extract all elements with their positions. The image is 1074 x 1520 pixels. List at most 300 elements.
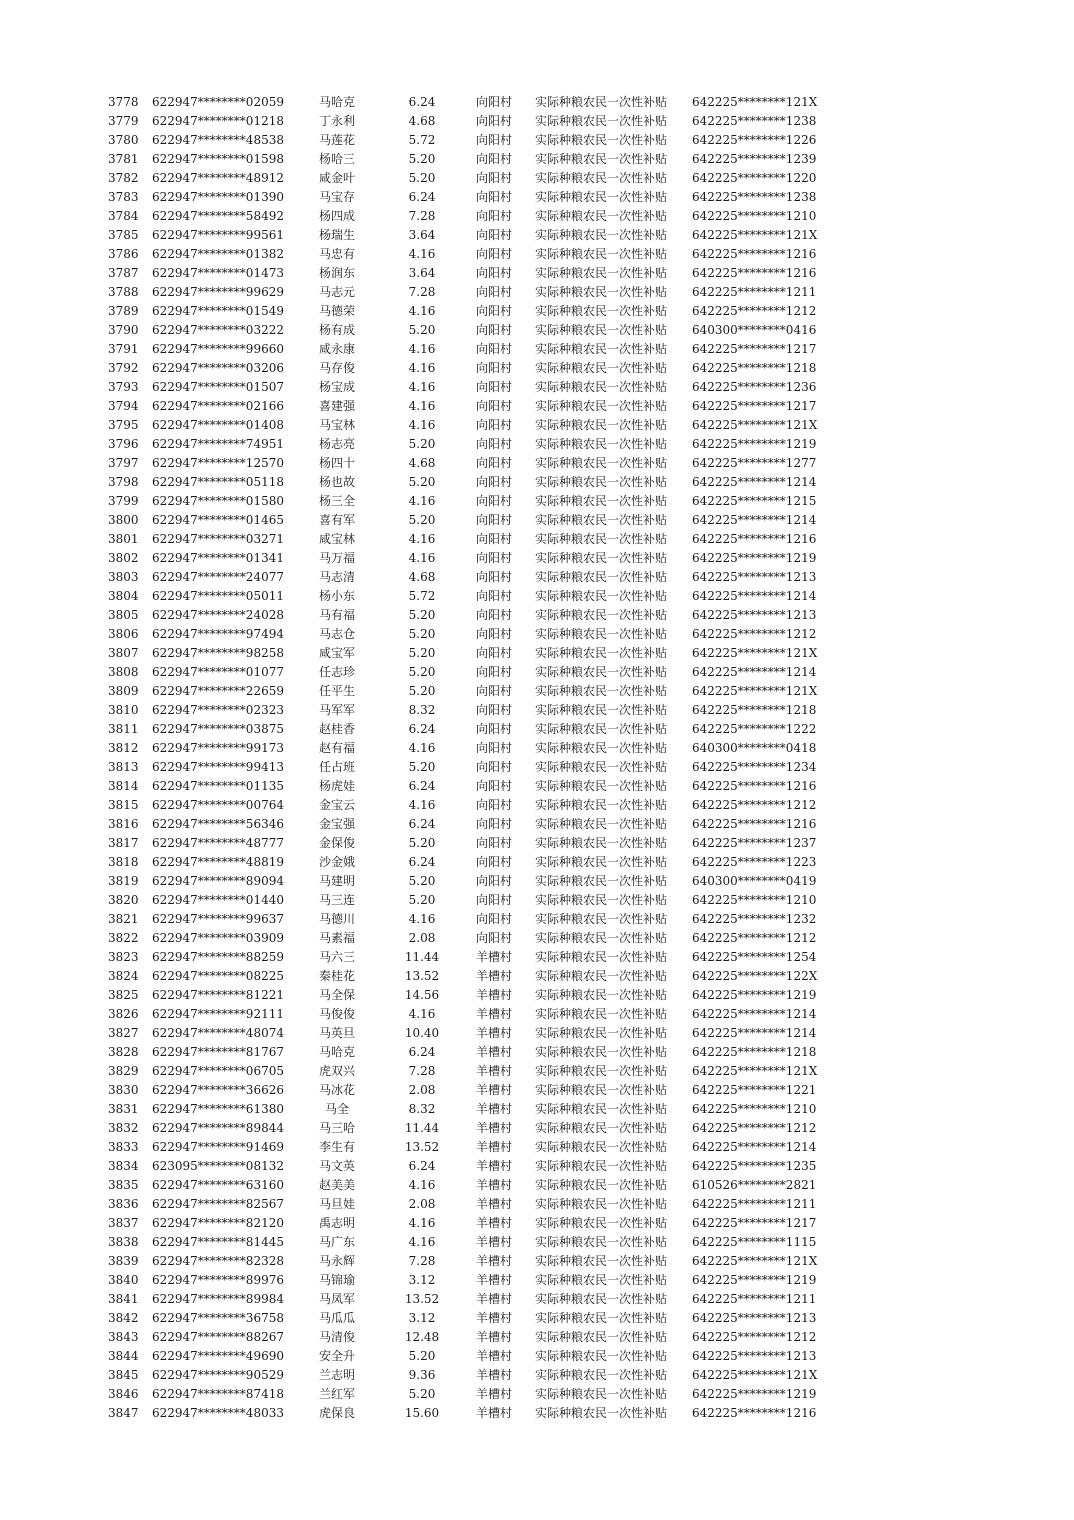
village-cell: 向阳村 [476, 437, 513, 451]
name-cell: 金宝云 [318, 798, 355, 812]
table-row [0, 682, 1074, 701]
row-number-cell: 3800 [108, 513, 139, 527]
name-cell: 马全 [324, 1102, 349, 1116]
subsidy-type-cell: 实际种粮农民一次性补贴 [535, 627, 668, 641]
amount-cell: 6.24 [408, 817, 436, 831]
subsidy-type-cell: 实际种粮农民一次性补贴 [535, 266, 668, 280]
subsidy-type-cell: 实际种粮农民一次性补贴 [535, 760, 668, 774]
account-number-cell: 622947********48538 [152, 133, 284, 147]
name-cell: 杨哈三 [318, 152, 355, 166]
account-number-cell: 622947********01390 [152, 190, 284, 204]
name-cell: 咸永康 [318, 342, 355, 356]
name-cell: 杨瑞生 [318, 228, 355, 242]
village-cell: 向阳村 [476, 874, 513, 888]
id-number-cell: 642225********1210 [692, 209, 817, 223]
subsidy-type-cell: 实际种粮农民一次性补贴 [535, 988, 668, 1002]
id-number-cell: 642225********1222 [692, 722, 817, 736]
account-number-cell: 622947********97494 [152, 627, 284, 641]
subsidy-type-cell: 实际种粮农民一次性补贴 [535, 1235, 668, 1249]
subsidy-type-cell: 实际种粮农民一次性补贴 [535, 171, 668, 185]
subsidy-type-cell: 实际种粮农民一次性补贴 [535, 380, 668, 394]
row-number-cell: 3799 [108, 494, 139, 508]
village-cell: 向阳村 [476, 646, 513, 660]
table-row [0, 93, 1074, 112]
account-number-cell: 622947********24028 [152, 608, 284, 622]
subsidy-type-cell: 实际种粮农民一次性补贴 [535, 1026, 668, 1040]
row-number-cell: 3844 [108, 1349, 139, 1363]
village-cell: 向阳村 [476, 589, 513, 603]
table-row [0, 625, 1074, 644]
table-row [0, 758, 1074, 777]
id-number-cell: 642225********1211 [692, 285, 817, 299]
row-number-cell: 3827 [108, 1026, 139, 1040]
table-row [0, 1195, 1074, 1214]
name-cell: 马六三 [318, 950, 355, 964]
table-row [0, 340, 1074, 359]
row-number-cell: 3813 [108, 760, 139, 774]
name-cell: 马三哈 [318, 1121, 355, 1135]
village-cell: 向阳村 [476, 703, 513, 717]
subsidy-type-cell: 实际种粮农民一次性补贴 [535, 1311, 668, 1325]
id-number-cell: 642225********1218 [692, 1045, 817, 1059]
row-number-cell: 3783 [108, 190, 139, 204]
account-number-cell: 622947********89094 [152, 874, 284, 888]
table-row [0, 1290, 1074, 1309]
name-cell: 马旦娃 [318, 1197, 355, 1211]
village-cell: 羊槽村 [476, 1273, 513, 1287]
amount-cell: 4.16 [408, 1178, 436, 1192]
amount-cell: 6.24 [408, 779, 436, 793]
table-row [0, 112, 1074, 131]
row-number-cell: 3786 [108, 247, 139, 261]
amount-cell: 5.20 [408, 627, 436, 641]
amount-cell: 13.52 [404, 969, 440, 983]
row-number-cell: 3839 [108, 1254, 139, 1268]
account-number-cell: 622947********81221 [152, 988, 284, 1002]
name-cell: 杨也故 [318, 475, 355, 489]
id-number-cell: 642225********1215 [692, 494, 817, 508]
table-row [0, 777, 1074, 796]
amount-cell: 3.64 [408, 228, 436, 242]
village-cell: 羊槽村 [476, 1083, 513, 1097]
village-cell: 羊槽村 [476, 1292, 513, 1306]
village-cell: 羊槽村 [476, 1368, 513, 1382]
table-row [0, 454, 1074, 473]
table-row [0, 720, 1074, 739]
amount-cell: 7.28 [408, 209, 436, 223]
village-cell: 向阳村 [476, 95, 513, 109]
row-number-cell: 3780 [108, 133, 139, 147]
subsidy-type-cell: 实际种粮农民一次性补贴 [535, 1254, 668, 1268]
name-cell: 马清俊 [318, 1330, 355, 1344]
village-cell: 羊槽村 [476, 1159, 513, 1173]
village-cell: 羊槽村 [476, 1178, 513, 1192]
account-number-cell: 622947********01465 [152, 513, 284, 527]
village-cell: 向阳村 [476, 722, 513, 736]
amount-cell: 6.24 [408, 190, 436, 204]
row-number-cell: 3781 [108, 152, 139, 166]
subsidy-type-cell: 实际种粮农民一次性补贴 [535, 532, 668, 546]
id-number-cell: 642225********1213 [692, 1349, 817, 1363]
id-number-cell: 642225********1217 [692, 399, 817, 413]
village-cell: 羊槽村 [476, 1140, 513, 1154]
amount-cell: 10.40 [404, 1026, 440, 1040]
name-cell: 马哈克 [318, 95, 355, 109]
subsidy-type-cell: 实际种粮农民一次性补贴 [535, 475, 668, 489]
row-number-cell: 3794 [108, 399, 139, 413]
row-number-cell: 3847 [108, 1406, 139, 1420]
amount-cell: 4.16 [408, 1235, 436, 1249]
table-row [0, 1404, 1074, 1423]
village-cell: 向阳村 [476, 361, 513, 375]
row-number-cell: 3836 [108, 1197, 139, 1211]
name-cell: 杨四十 [318, 456, 355, 470]
table-row [0, 1233, 1074, 1252]
name-cell: 马志仓 [318, 627, 355, 641]
amount-cell: 5.20 [408, 665, 436, 679]
name-cell: 马俊俊 [318, 1007, 355, 1021]
account-number-cell: 622947********61380 [152, 1102, 284, 1116]
row-number-cell: 3788 [108, 285, 139, 299]
village-cell: 羊槽村 [476, 1045, 513, 1059]
table-row [0, 188, 1074, 207]
subsidy-type-cell: 实际种粮农民一次性补贴 [535, 228, 668, 242]
name-cell: 马忠有 [318, 247, 355, 261]
name-cell: 禹志明 [318, 1216, 355, 1230]
name-cell: 杨有成 [318, 323, 355, 337]
account-number-cell: 622947********99173 [152, 741, 284, 755]
table-row [0, 150, 1074, 169]
name-cell: 任占班 [318, 760, 355, 774]
row-number-cell: 3819 [108, 874, 139, 888]
row-number-cell: 3833 [108, 1140, 139, 1154]
subsidy-type-cell: 实际种粮农民一次性补贴 [535, 798, 668, 812]
amount-cell: 7.28 [408, 285, 436, 299]
id-number-cell: 642225********121X [692, 646, 818, 660]
village-cell: 羊槽村 [476, 1387, 513, 1401]
name-cell: 杨润东 [318, 266, 355, 280]
subsidy-type-cell: 实际种粮农民一次性补贴 [535, 570, 668, 584]
amount-cell: 4.16 [408, 342, 436, 356]
village-cell: 向阳村 [476, 342, 513, 356]
id-number-cell: 642225********1216 [692, 1406, 817, 1420]
row-number-cell: 3797 [108, 456, 139, 470]
village-cell: 羊槽村 [476, 1026, 513, 1040]
village-cell: 向阳村 [476, 190, 513, 204]
row-number-cell: 3842 [108, 1311, 139, 1325]
village-cell: 羊槽村 [476, 1197, 513, 1211]
village-cell: 羊槽村 [476, 1406, 513, 1420]
id-number-cell: 610526********2821 [692, 1178, 817, 1192]
name-cell: 马有福 [318, 608, 355, 622]
subsidy-type-cell: 实际种粮农民一次性补贴 [535, 95, 668, 109]
account-number-cell: 622947********03909 [152, 931, 284, 945]
account-number-cell: 623095********08132 [152, 1159, 284, 1173]
amount-cell: 5.20 [408, 760, 436, 774]
name-cell: 沙金娥 [318, 855, 355, 869]
name-cell: 咸宝林 [318, 532, 355, 546]
table-row [0, 1347, 1074, 1366]
table-row [0, 435, 1074, 454]
account-number-cell: 622947********01408 [152, 418, 284, 432]
amount-cell: 13.52 [404, 1292, 440, 1306]
row-number-cell: 3796 [108, 437, 139, 451]
amount-cell: 5.20 [408, 437, 436, 451]
account-number-cell: 622947********00764 [152, 798, 284, 812]
amount-cell: 3.12 [408, 1311, 436, 1325]
id-number-cell: 642225********1212 [692, 1330, 817, 1344]
name-cell: 虎保良 [318, 1406, 355, 1420]
row-number-cell: 3825 [108, 988, 139, 1002]
row-number-cell: 3801 [108, 532, 139, 546]
row-number-cell: 3810 [108, 703, 139, 717]
account-number-cell: 622947********98258 [152, 646, 284, 660]
amount-cell: 4.16 [408, 798, 436, 812]
account-number-cell: 622947********99629 [152, 285, 284, 299]
table-row [0, 891, 1074, 910]
name-cell: 马瓜瓜 [318, 1311, 355, 1325]
account-number-cell: 622947********82328 [152, 1254, 284, 1268]
amount-cell: 4.68 [408, 570, 436, 584]
amount-cell: 8.32 [408, 1102, 436, 1116]
name-cell: 咸宝军 [318, 646, 355, 660]
row-number-cell: 3821 [108, 912, 139, 926]
amount-cell: 4.68 [408, 456, 436, 470]
village-cell: 向阳村 [476, 798, 513, 812]
name-cell: 任志珍 [318, 665, 355, 679]
amount-cell: 12.48 [404, 1330, 440, 1344]
village-cell: 向阳村 [476, 855, 513, 869]
name-cell: 赵有福 [318, 741, 355, 755]
account-number-cell: 622947********01077 [152, 665, 284, 679]
name-cell: 马英旦 [318, 1026, 355, 1040]
table-row [0, 530, 1074, 549]
id-number-cell: 642225********1214 [692, 665, 817, 679]
name-cell: 马冰花 [318, 1083, 355, 1097]
name-cell: 马凤军 [318, 1292, 355, 1306]
table-row [0, 872, 1074, 891]
account-number-cell: 622947********24077 [152, 570, 284, 584]
id-number-cell: 642225********121X [692, 95, 818, 109]
row-number-cell: 3787 [108, 266, 139, 280]
row-number-cell: 3817 [108, 836, 139, 850]
id-number-cell: 642225********1214 [692, 1140, 817, 1154]
subsidy-type-cell: 实际种粮农民一次性补贴 [535, 912, 668, 926]
table-row [0, 473, 1074, 492]
village-cell: 向阳村 [476, 551, 513, 565]
village-cell: 向阳村 [476, 836, 513, 850]
name-cell: 马德川 [318, 912, 355, 926]
row-number-cell: 3840 [108, 1273, 139, 1287]
id-number-cell: 642225********1211 [692, 1197, 817, 1211]
account-number-cell: 622947********03271 [152, 532, 284, 546]
account-number-cell: 622947********08225 [152, 969, 284, 983]
table-row [0, 834, 1074, 853]
amount-cell: 14.56 [404, 988, 440, 1002]
account-number-cell: 622947********01473 [152, 266, 284, 280]
subsidy-type-cell: 实际种粮农民一次性补贴 [535, 1197, 668, 1211]
table-row [0, 1309, 1074, 1328]
village-cell: 羊槽村 [476, 1102, 513, 1116]
row-number-cell: 3834 [108, 1159, 139, 1173]
table-row [0, 1366, 1074, 1385]
subsidy-type-cell: 实际种粮农民一次性补贴 [535, 684, 668, 698]
amount-cell: 15.60 [404, 1406, 440, 1420]
row-number-cell: 3823 [108, 950, 139, 964]
village-cell: 向阳村 [476, 608, 513, 622]
account-number-cell: 622947********92111 [152, 1007, 284, 1021]
table-row [0, 701, 1074, 720]
village-cell: 向阳村 [476, 418, 513, 432]
subsidy-type-cell: 实际种粮农民一次性补贴 [535, 836, 668, 850]
account-number-cell: 622947********03875 [152, 722, 284, 736]
amount-cell: 5.20 [408, 1387, 436, 1401]
name-cell: 虎双兴 [318, 1064, 355, 1078]
id-number-cell: 642225********1236 [692, 380, 817, 394]
village-cell: 向阳村 [476, 532, 513, 546]
subsidy-type-cell: 实际种粮农民一次性补贴 [535, 1216, 668, 1230]
row-number-cell: 3804 [108, 589, 139, 603]
account-number-cell: 622947********01440 [152, 893, 284, 907]
table-row [0, 1328, 1074, 1347]
account-number-cell: 622947********58492 [152, 209, 284, 223]
name-cell: 马永辉 [318, 1254, 355, 1268]
name-cell: 马志清 [318, 570, 355, 584]
id-number-cell: 642225********1210 [692, 893, 817, 907]
name-cell: 李生有 [318, 1140, 355, 1154]
subsidy-type-cell: 实际种粮农民一次性补贴 [535, 247, 668, 261]
table-row [0, 1062, 1074, 1081]
village-cell: 羊槽村 [476, 1254, 513, 1268]
village-cell: 羊槽村 [476, 988, 513, 1002]
village-cell: 向阳村 [476, 171, 513, 185]
village-cell: 向阳村 [476, 247, 513, 261]
row-number-cell: 3782 [108, 171, 139, 185]
row-number-cell: 3806 [108, 627, 139, 641]
amount-cell: 5.72 [408, 133, 436, 147]
amount-cell: 4.68 [408, 114, 436, 128]
subsidy-type-cell: 实际种粮农民一次性补贴 [535, 513, 668, 527]
subsidy-type-cell: 实际种粮农民一次性补贴 [535, 779, 668, 793]
amount-cell: 5.20 [408, 475, 436, 489]
table-row [0, 1157, 1074, 1176]
name-cell: 马广东 [318, 1235, 355, 1249]
village-cell: 向阳村 [476, 817, 513, 831]
subsidy-type-cell: 实际种粮农民一次性补贴 [535, 817, 668, 831]
account-number-cell: 622947********05011 [152, 589, 284, 603]
village-cell: 向阳村 [476, 209, 513, 223]
subsidy-type-cell: 实际种粮农民一次性补贴 [535, 931, 668, 945]
name-cell: 喜建强 [318, 399, 355, 413]
id-number-cell: 642225********121X [692, 1368, 818, 1382]
name-cell: 马全保 [318, 988, 355, 1002]
table-row [0, 1100, 1074, 1119]
account-number-cell: 622947********01598 [152, 152, 284, 166]
account-number-cell: 622947********87418 [152, 1387, 284, 1401]
amount-cell: 5.20 [408, 836, 436, 850]
id-number-cell: 642225********1212 [692, 304, 817, 318]
table-row [0, 1005, 1074, 1024]
id-number-cell: 642225********1216 [692, 247, 817, 261]
amount-cell: 2.08 [408, 1083, 436, 1097]
amount-cell: 2.08 [408, 931, 436, 945]
subsidy-type-cell: 实际种粮农民一次性补贴 [535, 950, 668, 964]
amount-cell: 4.16 [408, 494, 436, 508]
village-cell: 向阳村 [476, 266, 513, 280]
amount-cell: 2.08 [408, 1197, 436, 1211]
name-cell: 马建明 [318, 874, 355, 888]
account-number-cell: 622947********99413 [152, 760, 284, 774]
row-number-cell: 3826 [108, 1007, 139, 1021]
table-row [0, 853, 1074, 872]
id-number-cell: 642225********1237 [692, 836, 817, 850]
account-number-cell: 622947********06705 [152, 1064, 284, 1078]
subsidy-type-cell: 实际种粮农民一次性补贴 [535, 1007, 668, 1021]
row-number-cell: 3822 [108, 931, 139, 945]
subsidy-type-cell: 实际种粮农民一次性补贴 [535, 551, 668, 565]
subsidy-type-cell: 实际种粮农民一次性补贴 [535, 1330, 668, 1344]
table-row [0, 511, 1074, 530]
name-cell: 杨志亮 [318, 437, 355, 451]
name-cell: 马锦瑜 [318, 1273, 355, 1287]
account-number-cell: 622947********81767 [152, 1045, 284, 1059]
table-row [0, 1176, 1074, 1195]
account-number-cell: 622947********99561 [152, 228, 284, 242]
id-number-cell: 642225********1238 [692, 114, 817, 128]
id-number-cell: 642225********1214 [692, 475, 817, 489]
subsidy-type-cell: 实际种粮农民一次性补贴 [535, 1102, 668, 1116]
name-cell: 马志元 [318, 285, 355, 299]
row-number-cell: 3824 [108, 969, 139, 983]
row-number-cell: 3828 [108, 1045, 139, 1059]
village-cell: 向阳村 [476, 665, 513, 679]
table-row [0, 815, 1074, 834]
row-number-cell: 3837 [108, 1216, 139, 1230]
id-number-cell: 642225********1219 [692, 437, 817, 451]
id-number-cell: 642225********1234 [692, 760, 817, 774]
name-cell: 丁永利 [318, 114, 355, 128]
name-cell: 秦桂花 [318, 969, 355, 983]
subsidy-type-cell: 实际种粮农民一次性补贴 [535, 418, 668, 432]
account-number-cell: 622947********01382 [152, 247, 284, 261]
amount-cell: 5.20 [408, 1349, 436, 1363]
name-cell: 杨虎娃 [318, 779, 355, 793]
subsidy-type-cell: 实际种粮农民一次性补贴 [535, 1045, 668, 1059]
table-row [0, 948, 1074, 967]
id-number-cell: 642225********1216 [692, 817, 817, 831]
table-row [0, 1024, 1074, 1043]
subsidy-type-cell: 实际种粮农民一次性补贴 [535, 703, 668, 717]
name-cell: 金宝强 [318, 817, 355, 831]
row-number-cell: 3830 [108, 1083, 139, 1097]
id-number-cell: 642225********1218 [692, 361, 817, 375]
table-row [0, 606, 1074, 625]
amount-cell: 6.24 [408, 855, 436, 869]
row-number-cell: 3807 [108, 646, 139, 660]
table-row [0, 929, 1074, 948]
village-cell: 向阳村 [476, 456, 513, 470]
row-number-cell: 3816 [108, 817, 139, 831]
id-number-cell: 642225********1238 [692, 190, 817, 204]
amount-cell: 4.16 [408, 361, 436, 375]
account-number-cell: 622947********63160 [152, 1178, 284, 1192]
account-number-cell: 622947********01218 [152, 114, 284, 128]
id-number-cell: 642225********1213 [692, 570, 817, 584]
village-cell: 向阳村 [476, 760, 513, 774]
id-number-cell: 642225********1254 [692, 950, 817, 964]
row-number-cell: 3838 [108, 1235, 139, 1249]
village-cell: 羊槽村 [476, 1007, 513, 1021]
